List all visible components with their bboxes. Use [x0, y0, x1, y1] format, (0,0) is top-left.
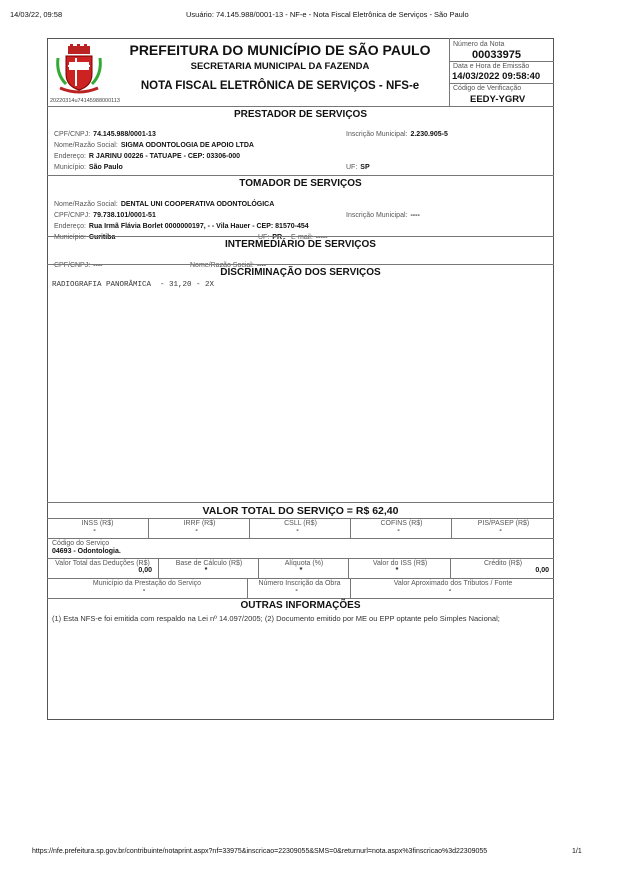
verificacao-code: EEDY-YGRV [470, 94, 526, 105]
tomador-nome-label: Nome/Razão Social: [54, 201, 118, 208]
calculo-value: * [204, 567, 208, 574]
prestador-title: PRESTADOR DE SERVIÇOS [234, 109, 367, 120]
municipio-label: Número Inscrição da Obra [258, 580, 341, 587]
org-title: PREFEITURA DO MUNICÍPIO DE SÃO PAULO [129, 42, 431, 58]
codigo-servico-label: Código do Serviço [52, 540, 110, 547]
prestador-uf: SP [360, 164, 370, 171]
imposto-cell [451, 519, 555, 538]
dept-title: SECRETARIA MUNICIPAL DA FAZENDA [190, 61, 370, 72]
prestador-im: 2.230.905-5 [410, 131, 448, 138]
imposto-value: - [397, 527, 400, 534]
intermediario-cpf-label: CPF/CNPJ: [54, 262, 91, 269]
imposto-value: - [93, 527, 96, 534]
prestador-end: R JARINU 00226 - TATUAPE - CEP: 03306-000 [88, 153, 240, 160]
prestador-cpf: 74.145.988/0001-13 [93, 131, 156, 138]
imposto-cell [148, 519, 250, 538]
imposto-label: CSLL (R$) [284, 520, 317, 527]
valor-total: VALOR TOTAL DO SERVIÇO = R$ 62,40 [202, 505, 399, 517]
calculo-cell [348, 559, 451, 578]
tomador-mun-label: Município: [54, 234, 86, 241]
verificacao-label: Código de Verificação [453, 85, 522, 92]
tomador-uf-label: UF: [258, 234, 270, 241]
imposto-label: PIS/PASEP (R$) [477, 520, 530, 527]
calculo-value: 0,00 [535, 567, 549, 574]
municipio-cell [350, 579, 555, 598]
prestador-mun: São Paulo [88, 164, 123, 171]
prestador-end-label: Endereço: [54, 153, 86, 160]
prestador-cpf-label: CPF/CNPJ: [54, 131, 91, 138]
municipio-label: Valor Aproximado dos Tributos / Fonte [393, 580, 513, 587]
tomador-mun: Curitiba [88, 234, 116, 241]
calculo-cell [47, 559, 158, 578]
prestador-mun-row [54, 156, 126, 174]
tomador-title: TOMADOR DE SERVIÇOS [239, 178, 362, 189]
outras-title: OUTRAS INFORMAÇÕES [240, 600, 361, 611]
calculo-cell [258, 559, 349, 578]
codigo-servico: 04693 - Odontologia. [52, 548, 121, 555]
prestador-uf-row [346, 156, 373, 174]
barcode-number: 20220314u74145988000113 [50, 98, 120, 104]
tomador-end: Rua Irmã Flávia Borlet 0000000197, - - Vila Hauer - CEP: 81570-454 [88, 223, 309, 230]
tomador-email: ----- [315, 234, 328, 241]
calculo-value: * [395, 567, 399, 574]
imposto-label: INSS (R$) [81, 520, 114, 527]
print-datetime: 14/03/22, 09:58 [10, 10, 63, 19]
tomador-end-label: Endereço: [54, 223, 86, 230]
imposto-label: IRRF (R$) [183, 520, 216, 527]
calculo-label: Base de Cálculo (R$) [175, 560, 243, 567]
numero-nota: 00033975 [472, 49, 521, 61]
tomador-im-label: Inscrição Municipal: [346, 212, 408, 219]
sao-paulo-coat-of-arms-logo [54, 44, 104, 96]
calculo-label: Crédito (R$) [483, 560, 523, 567]
imposto-value: - [195, 527, 198, 534]
imposto-cell [249, 519, 351, 538]
intermediario-title: INTERMEDIÁRIO DE SERVIÇOS [225, 239, 376, 250]
calculo-label: Valor Total das Deduções (R$) [55, 560, 150, 567]
imposto-label: COFINS (R$) [380, 520, 423, 527]
doc-title: NOTA FISCAL ELETRÔNICA DE SERVIÇOS - NFS-e [140, 80, 420, 92]
prestador-im-label: Inscrição Municipal: [346, 131, 408, 138]
imposto-value: - [499, 527, 502, 534]
intermediario-nome-label: Nome/Razão Social: [190, 262, 254, 269]
imposto-value: - [296, 527, 299, 534]
calculo-label: Valor do ISS (R$) [372, 560, 428, 567]
municipio-cell [247, 579, 351, 598]
calculo-label: Alíquota (%) [284, 560, 324, 567]
prestador-uf-label: UF: [346, 164, 358, 171]
tomador-cpf-label: CPF/CNPJ: [54, 212, 91, 219]
municipio-value: - [142, 587, 146, 594]
emissao-label: Data e Hora de Emissão [453, 63, 530, 70]
prestador-im-row [346, 123, 451, 141]
intermediario-cpf: ---- [93, 262, 103, 269]
prestador-nome: SIGMA ODONTOLOGIA DE APOIO LTDA [120, 142, 254, 149]
municipio-value: - [448, 587, 452, 594]
calculo-value: 0,00 [138, 567, 152, 574]
imposto-cell [47, 519, 148, 538]
municipio-value: - [295, 587, 298, 594]
outras-text: (1) Esta NFS-e foi emitida com respaldo na Lei nº 14.097/2005; (2) Documento emitido por ME ou EPP optante pelo Simples Nacional; [52, 614, 500, 623]
tomador-email-label: E-mail: [291, 234, 313, 241]
municipio-label: Município da Prestação do Serviço [92, 580, 202, 587]
tomador-im-row [346, 204, 423, 222]
tomador-nome: DENTAL UNI COOPERATIVA ODONTOLÓGICA [120, 201, 275, 208]
imposto-cell [350, 519, 452, 538]
discriminacao-text: RADIOGRAFIA PANORÂMICA - 31,20 - 2X [52, 281, 215, 289]
calculo-cell [158, 559, 259, 578]
municipio-cell [47, 579, 247, 598]
tomador-im: ---- [410, 212, 420, 219]
print-url: https://nfe.prefeitura.sp.gov.br/contribuinte/notaprint.aspx?nf=33975&inscricao=22309055&SMS=0&returnurl=nota.aspx%3finscricao%3d22309055 [32, 848, 488, 855]
tomador-cpf: 79.738.101/0001-51 [93, 212, 156, 219]
intermediario-nome: ---- [256, 262, 267, 269]
emissao-datetime: 14/03/2022 09:58:40 [452, 71, 541, 82]
calculo-value: * [299, 567, 303, 574]
prestador-nome-label: Nome/Razão Social: [54, 142, 118, 149]
calculo-cell [450, 559, 555, 578]
numero-label: Número da Nota [453, 41, 505, 48]
prestador-mun-label: Município: [54, 164, 86, 171]
discriminacao-title: DISCRIMINAÇÃO DOS SERVIÇOS [220, 267, 381, 278]
print-page: 1/1 [572, 848, 582, 855]
print-title: Usuário: 74.145.988/0001-13 - NF-e - Nota Fiscal Eletrônica de Serviços - São Paulo [186, 10, 469, 19]
tomador-uf: PR [272, 234, 283, 241]
